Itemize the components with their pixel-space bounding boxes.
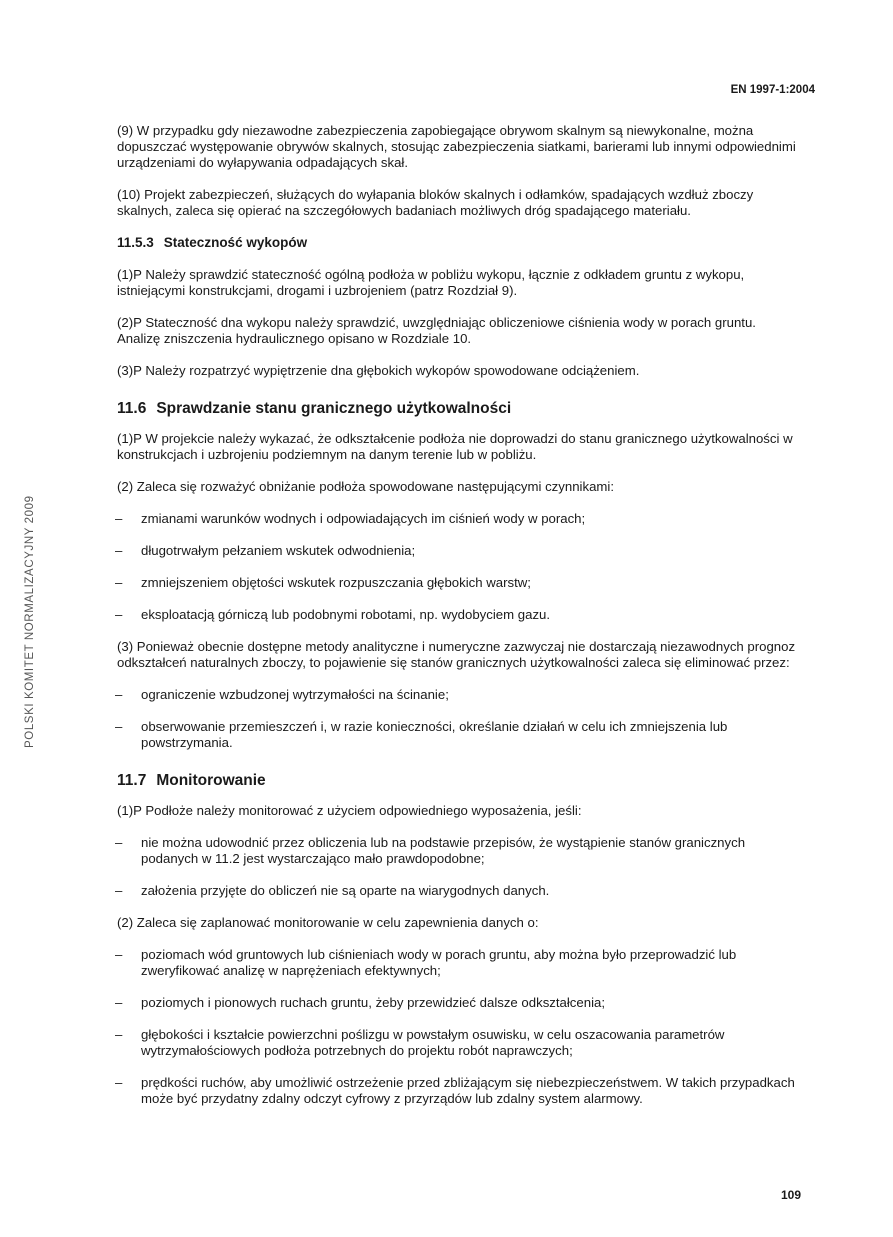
paragraph-10: (10) Projekt zabezpieczeń, służących do wyłapania bloków skalnych i odłamków, spadających wzdłuż zboczy skalnych, zaleca się opierać na szczegółowych badaniach możliwych dróg spadającego materiału.: [117, 187, 754, 218]
side-watermark: POLSKI KOMITET NORMALIZACYJNY 2009: [24, 495, 36, 748]
section-number: 11.6: [117, 400, 147, 417]
section-title: Monitorowanie: [156, 772, 266, 789]
paragraph: (1)P W projekcie należy wykazać, że odkształcenie podłoża nie doprowadzi do stanu granicznego użytkowalności w konstrukcjach i uzbrojeniu podziemnym na danym terenie lub w pobliżu.: [117, 431, 793, 462]
dash-list: [117, 687, 802, 751]
paragraph: (2) Zaleca się rozważyć obniżanie podłoża spowodowane następującymi czynnikami:: [117, 479, 614, 494]
dash-list: [117, 947, 802, 1107]
section-title: Sprawdzanie stanu granicznego użytkowalności: [156, 400, 512, 417]
paragraph: (3)P Należy rozpatrzyć wypiętrzenie dna głębokich wykopów spowodowane odciążeniem.: [117, 363, 640, 378]
list-item: – prędkości ruchów, aby umożliwić ostrzeżenie przed zbliżającym się niebezpieczeństwem. W takich przypadkach może być przydatny zdalny odczyt cyfrowy z przyrządów lub zdalny system alarmowy.: [117, 1075, 802, 1107]
list-item: – poziomach wód gruntowych lub ciśnieniach wody w porach gruntu, aby można było przeprowadzić lub zweryfikować analizę w naprężeniach efektywnych;: [117, 947, 802, 979]
section-number: 11.5.3: [117, 235, 154, 250]
list-item: – ograniczenie wzbudzonej wytrzymałości na ścinanie;: [117, 687, 802, 703]
paragraph: (1)P Należy sprawdzić stateczność ogólną podłoża w pobliżu wykopu, łącznie z odkładem gruntu z wykopu, istniejącymi konstrukcjami, drogami i uzbrojeniem (patrz Rozdział 9).: [117, 267, 745, 298]
list-item: – poziomych i pionowych ruchach gruntu, żeby przewidzieć dalsze odkształcenia;: [117, 995, 802, 1011]
dash-list: [117, 511, 802, 623]
section-heading-11-6: [117, 401, 802, 417]
section-title: Stateczność wykopów: [163, 235, 308, 250]
list-item: – eksploatacją górniczą lub podobnymi robotami, np. wydobyciem gazu.: [117, 607, 802, 623]
document-code: EN 1997-1:2004: [730, 84, 815, 96]
page-number: 109: [780, 1188, 801, 1202]
list-item: – założenia przyjęte do obliczeń nie są oparte na wiarygodnych danych.: [117, 883, 802, 899]
paragraph: (1)P Podłoże należy monitorować z użyciem odpowiedniego wyposażenia, jeśli:: [117, 803, 582, 818]
section-heading-11-7: [117, 773, 802, 789]
dash-list: [117, 835, 802, 899]
list-item: – nie można udowodnić przez obliczenia lub na podstawie przepisów, że wystąpienie stanów granicznych podanych w 11.2 jest wystarczająco mało prawdopodobne;: [117, 835, 802, 867]
section-number: 11.7: [117, 772, 147, 789]
list-item: – zmniejszeniem objętości wskutek rozpuszczania głębokich warstw;: [117, 575, 802, 591]
list-item: – obserwowanie przemieszczeń i, w razie konieczności, określanie działań w celu ich zmniejszenia lub powstrzymania.: [117, 719, 802, 751]
paragraph: (2)P Stateczność dna wykopu należy sprawdzić, uwzględniając obliczeniowe ciśnienia wody w porach gruntu. Analizę zniszczenia hydraulicznego opisano w Rozdziale 10.: [117, 315, 756, 346]
list-item: – zmianami warunków wodnych i odpowiadających im ciśnień wody w porach;: [117, 511, 802, 527]
paragraph: (3) Ponieważ obecnie dostępne metody analityczne i numeryczne zazwyczaj nie dostarczają niezawodnych prognoz odkształceń naturalnych zboczy, to pojawienie się stanów granicznych użytkowalności zaleca się eliminować przez:: [117, 639, 796, 670]
paragraph: (2) Zaleca się zaplanować monitorowanie w celu zapewnienia danych o:: [117, 915, 539, 930]
section-heading-11-5-3: [117, 235, 802, 251]
list-item: – głębokości i kształcie powierzchni poślizgu w powstałym osuwisku, w celu oszacowania parametrów wytrzymałościowych podłoża potrzebnych do projektu robót naprawczych;: [117, 1027, 802, 1059]
paragraph-9: (9) W przypadku gdy niezawodne zabezpieczenia zapobiegające obrywom skalnym są niewykonalne, można dopuszczać występowanie obrywów skalnych, stosując zabezpieczenia siatkami, barierami lub innymi odpowiednimi urządzeniami do wyłapywania odpadających skał.: [117, 123, 796, 170]
page-content: [117, 123, 802, 1123]
list-item: – długotrwałym pełzaniem wskutek odwodnienia;: [117, 543, 802, 559]
